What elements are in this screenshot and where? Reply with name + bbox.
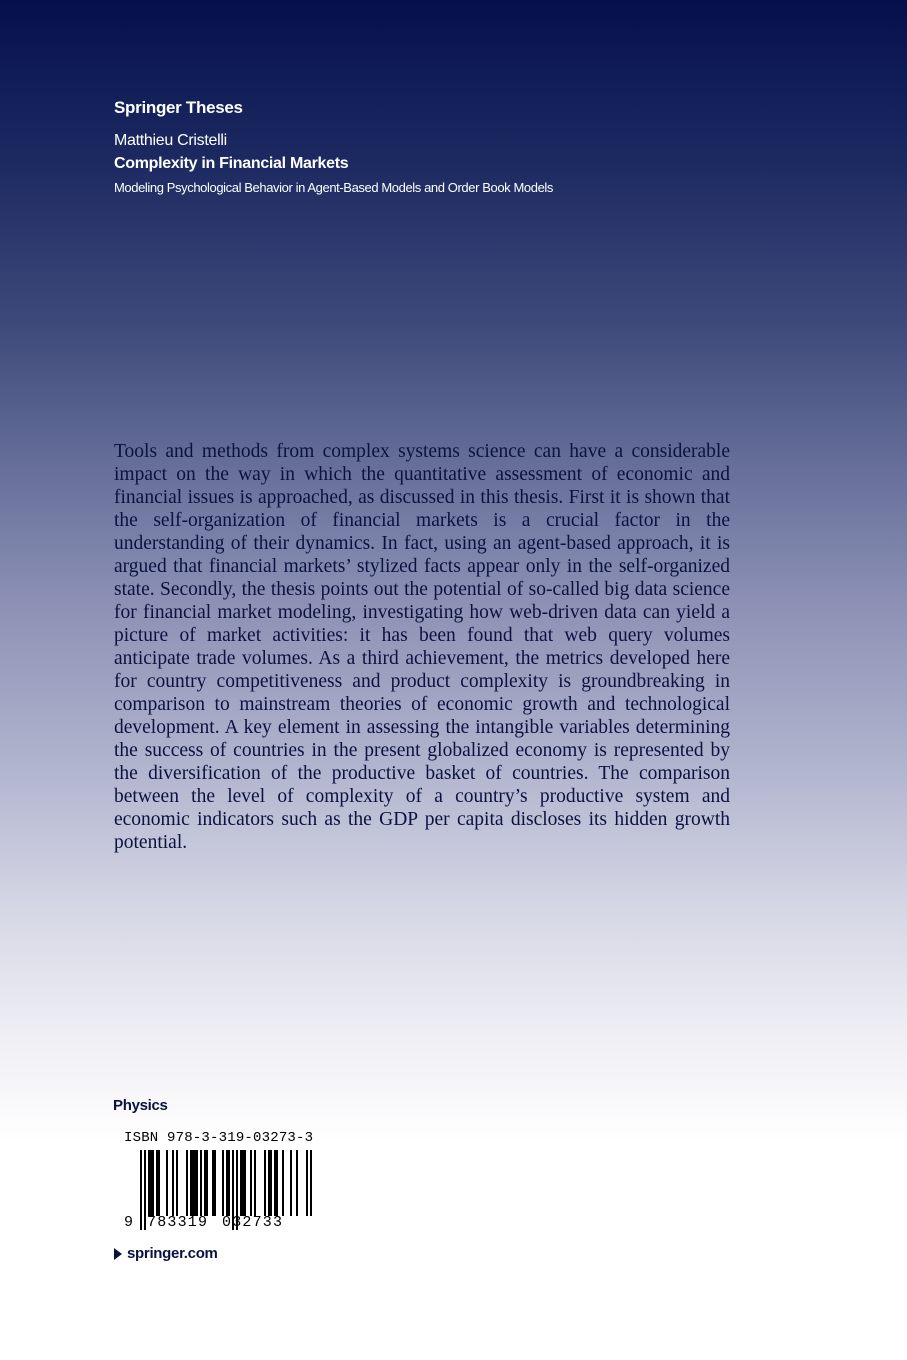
barcode-bar [228, 1150, 230, 1216]
barcode-bar [242, 1150, 244, 1216]
barcode-bar [186, 1150, 188, 1216]
barcode-bar [296, 1150, 298, 1216]
barcode-bar [176, 1150, 178, 1216]
barcode-bar [166, 1150, 168, 1216]
barcode-bar [270, 1150, 272, 1216]
barcode-bar [212, 1150, 214, 1216]
barcode-guard-bar [140, 1150, 142, 1230]
barcode-bar [264, 1150, 266, 1216]
barcode-bar [250, 1150, 252, 1216]
website-label: springer.com [127, 1245, 218, 1262]
abstract-text: Tools and methods from complex systems science can have a considerable impact on the way in which the quantitative assessment of economic and financial issues is approached, as discussed in this thesis. First it is shown that the self-organization of financial markets is a crucial factor in the understanding of their dynamics. In fact, using an agent-based approach, it is argued that financial markets’ stylized facts appear only in the self-organized state. Secondly, the thesis points out the potential of so-called big data science for financial market modeling, investigating how web-driven data can yield a picture of market activities: it has been found that web query volumes anticipate trade volumes. As a third achievement, the metrics developed here for country competitiveness and product complexity is groundbreaking in comparison to mainstream theories of economic growth and technological development. A key element in assessing the intangible variables determining the success of countries in the present globalized economy is represented by the diversification of the productive basket of countries. The comparison between the level of complexity of a country’s productive system and economic indicators such as the GDP per capita discloses its hidden growth potential. [114, 441, 730, 853]
barcode-bar [214, 1150, 216, 1216]
isbn-label: ISBN 978-3-319-03273-3 [124, 1130, 314, 1146]
book-subtitle: Modeling Psychological Behavior in Agent-Based Models and Order Book Models [114, 180, 553, 195]
barcode-bar [172, 1150, 174, 1216]
barcode-bar [204, 1150, 206, 1216]
barcode-guard-bar [144, 1150, 146, 1230]
barcode-bar [268, 1150, 270, 1216]
website-link[interactable] [114, 1245, 218, 1262]
barcode-bar [206, 1150, 208, 1216]
barcode-bar [282, 1150, 284, 1216]
barcode-bar [254, 1150, 256, 1216]
barcode-digits-right: 032733 [222, 1214, 284, 1231]
subject-category: Physics [113, 1097, 168, 1114]
barcode-bar [222, 1150, 224, 1216]
barcode-bar [226, 1150, 228, 1216]
barcode-bar [148, 1150, 150, 1216]
barcode-bar [192, 1150, 194, 1216]
barcode-bar [274, 1150, 276, 1216]
barcode-bar [156, 1150, 158, 1216]
barcode-bar [240, 1150, 242, 1216]
barcode-bar [276, 1150, 278, 1216]
barcode-bar [244, 1150, 246, 1216]
barcode-bar [196, 1150, 198, 1216]
author-name: Matthieu Cristelli [114, 132, 227, 149]
barcode-bar [152, 1150, 154, 1216]
barcode-digits-left: 783319 [147, 1214, 209, 1231]
book-title: Complexity in Financial Markets [114, 155, 349, 172]
barcode-bar [200, 1150, 202, 1216]
barcode-bar [190, 1150, 192, 1216]
barcode-bar [310, 1150, 312, 1216]
series-name: Springer Theses [114, 98, 243, 117]
arrow-right-icon [114, 1248, 122, 1260]
barcode [120, 1148, 320, 1232]
barcode-bar [158, 1150, 160, 1216]
barcode-bar [194, 1150, 196, 1216]
barcode-digit-first: 9 [124, 1214, 134, 1231]
barcode-bar [306, 1150, 308, 1216]
barcode-bar [150, 1150, 152, 1216]
barcode-bar [290, 1150, 292, 1216]
